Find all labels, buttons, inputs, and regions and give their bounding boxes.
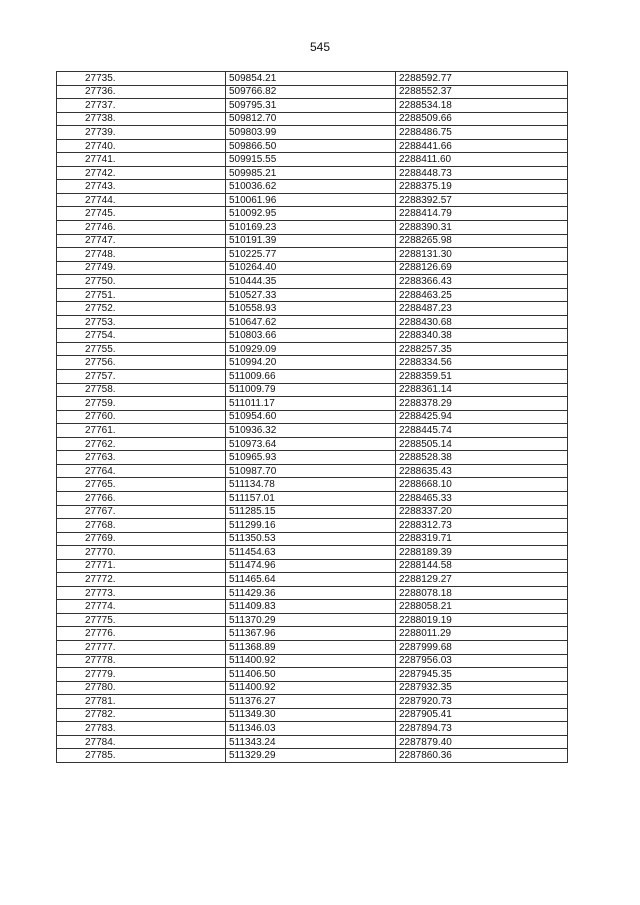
point-id-cell: 27747. [57,234,226,248]
x-coordinate-cell: 511406.50 [226,668,396,682]
x-coordinate-cell: 511368.89 [226,640,396,654]
x-coordinate-cell: 509866.50 [226,139,396,153]
table-row [57,708,568,722]
y-coordinate-cell: 2288445.74 [396,424,568,438]
table-row [57,424,568,438]
y-coordinate-cell: 2287879.40 [396,735,568,749]
table-row [57,397,568,411]
x-coordinate-cell: 509803.99 [226,126,396,140]
x-coordinate-cell: 509854.21 [226,72,396,86]
point-id-cell: 27775. [57,613,226,627]
table-row [57,586,568,600]
table-row [57,275,568,289]
point-id-cell: 27772. [57,573,226,587]
point-id-cell: 27771. [57,559,226,573]
x-coordinate-cell: 510527.33 [226,288,396,302]
point-id-cell: 27745. [57,207,226,221]
table-row [57,112,568,126]
table-row [57,627,568,641]
point-id-cell: 27759. [57,397,226,411]
table-row [57,546,568,560]
point-id-cell: 27776. [57,627,226,641]
point-id-cell: 27769. [57,532,226,546]
table-row [57,261,568,275]
x-coordinate-cell: 511400.92 [226,681,396,695]
point-id-cell: 27781. [57,695,226,709]
y-coordinate-cell: 2288668.10 [396,478,568,492]
point-id-cell: 27761. [57,424,226,438]
x-coordinate-cell: 510994.20 [226,356,396,370]
point-id-cell: 27741. [57,153,226,167]
table-row [57,383,568,397]
point-id-cell: 27742. [57,166,226,180]
table-row [57,99,568,113]
x-coordinate-cell: 511454.63 [226,546,396,560]
table-row [57,573,568,587]
table-row [57,668,568,682]
table-row [57,207,568,221]
x-coordinate-cell: 511370.29 [226,613,396,627]
point-id-cell: 27765. [57,478,226,492]
x-coordinate-cell: 511011.17 [226,397,396,411]
y-coordinate-cell: 2287894.73 [396,722,568,736]
point-id-cell: 27752. [57,302,226,316]
x-coordinate-cell: 510169.23 [226,221,396,235]
y-coordinate-cell: 2287905.41 [396,708,568,722]
x-coordinate-cell: 511400.92 [226,654,396,668]
x-coordinate-cell: 511376.27 [226,695,396,709]
table-row [57,519,568,533]
y-coordinate-cell: 2288340.38 [396,329,568,343]
x-coordinate-cell: 510225.77 [226,248,396,262]
table-row [57,234,568,248]
coordinates-table [56,71,568,763]
point-id-cell: 27784. [57,735,226,749]
y-coordinate-cell: 2288592.77 [396,72,568,86]
y-coordinate-cell: 2288019.19 [396,613,568,627]
point-id-cell: 27773. [57,586,226,600]
table-row [57,749,568,763]
y-coordinate-cell: 2288189.39 [396,546,568,560]
point-id-cell: 27750. [57,275,226,289]
point-id-cell: 27735. [57,72,226,86]
table-row [57,437,568,451]
x-coordinate-cell: 509812.70 [226,112,396,126]
x-coordinate-cell: 510264.40 [226,261,396,275]
y-coordinate-cell: 2288430.68 [396,315,568,329]
table-row [57,464,568,478]
y-coordinate-cell: 2288334.56 [396,356,568,370]
table-row [57,342,568,356]
point-id-cell: 27763. [57,451,226,465]
y-coordinate-cell: 2287920.73 [396,695,568,709]
y-coordinate-cell: 2288528.38 [396,451,568,465]
y-coordinate-cell: 2288425.94 [396,410,568,424]
y-coordinate-cell: 2288487.23 [396,302,568,316]
point-id-cell: 27764. [57,464,226,478]
x-coordinate-cell: 509795.31 [226,99,396,113]
point-id-cell: 27744. [57,193,226,207]
point-id-cell: 27751. [57,288,226,302]
point-id-cell: 27782. [57,708,226,722]
y-coordinate-cell: 2287945.35 [396,668,568,682]
x-coordinate-cell: 511285.15 [226,505,396,519]
y-coordinate-cell: 2288534.18 [396,99,568,113]
y-coordinate-cell: 2288126.69 [396,261,568,275]
x-coordinate-cell: 510936.32 [226,424,396,438]
y-coordinate-cell: 2288414.79 [396,207,568,221]
point-id-cell: 27783. [57,722,226,736]
table-row [57,722,568,736]
x-coordinate-cell: 511465.64 [226,573,396,587]
x-coordinate-cell: 511429.36 [226,586,396,600]
x-coordinate-cell: 511346.03 [226,722,396,736]
x-coordinate-cell: 511329.29 [226,749,396,763]
y-coordinate-cell: 2288359.51 [396,370,568,384]
table-row [57,505,568,519]
x-coordinate-cell: 510965.93 [226,451,396,465]
x-coordinate-cell: 511343.24 [226,735,396,749]
point-id-cell: 27755. [57,342,226,356]
point-id-cell: 27760. [57,410,226,424]
point-id-cell: 27767. [57,505,226,519]
x-coordinate-cell: 511350.53 [226,532,396,546]
y-coordinate-cell: 2288129.27 [396,573,568,587]
point-id-cell: 27779. [57,668,226,682]
x-coordinate-cell: 510973.64 [226,437,396,451]
table-row [57,478,568,492]
x-coordinate-cell: 510558.93 [226,302,396,316]
point-id-cell: 27749. [57,261,226,275]
point-id-cell: 27780. [57,681,226,695]
x-coordinate-cell: 510092.95 [226,207,396,221]
x-coordinate-cell: 509766.82 [226,85,396,99]
table-row [57,153,568,167]
x-coordinate-cell: 511409.83 [226,600,396,614]
table-row [57,451,568,465]
point-id-cell: 27774. [57,600,226,614]
table-row [57,695,568,709]
x-coordinate-cell: 510036.62 [226,180,396,194]
y-coordinate-cell: 2288257.35 [396,342,568,356]
x-coordinate-cell: 510929.09 [226,342,396,356]
x-coordinate-cell: 511474.96 [226,559,396,573]
point-id-cell: 27758. [57,383,226,397]
y-coordinate-cell: 2288361.14 [396,383,568,397]
y-coordinate-cell: 2288392.57 [396,193,568,207]
table-row [57,180,568,194]
table-row [57,600,568,614]
y-coordinate-cell: 2288441.66 [396,139,568,153]
point-id-cell: 27743. [57,180,226,194]
table-row [57,315,568,329]
point-id-cell: 27753. [57,315,226,329]
table-row [57,532,568,546]
point-id-cell: 27778. [57,654,226,668]
point-id-cell: 27777. [57,640,226,654]
point-id-cell: 27754. [57,329,226,343]
point-id-cell: 27756. [57,356,226,370]
y-coordinate-cell: 2288448.73 [396,166,568,180]
y-coordinate-cell: 2287956.03 [396,654,568,668]
x-coordinate-cell: 510191.39 [226,234,396,248]
x-coordinate-cell: 510647.62 [226,315,396,329]
point-id-cell: 27737. [57,99,226,113]
y-coordinate-cell: 2288319.71 [396,532,568,546]
y-coordinate-cell: 2287932.35 [396,681,568,695]
x-coordinate-cell: 511009.66 [226,370,396,384]
table-row [57,613,568,627]
y-coordinate-cell: 2288265.98 [396,234,568,248]
y-coordinate-cell: 2288312.73 [396,519,568,533]
y-coordinate-cell: 2288131.30 [396,248,568,262]
y-coordinate-cell: 2288505.14 [396,437,568,451]
table-row [57,356,568,370]
y-coordinate-cell: 2288552.37 [396,85,568,99]
y-coordinate-cell: 2288463.25 [396,288,568,302]
y-coordinate-cell: 2288635.43 [396,464,568,478]
y-coordinate-cell: 2288411.60 [396,153,568,167]
x-coordinate-cell: 511367.96 [226,627,396,641]
table-row [57,126,568,140]
y-coordinate-cell: 2288011.29 [396,627,568,641]
point-id-cell: 27757. [57,370,226,384]
x-coordinate-cell: 510954.60 [226,410,396,424]
y-coordinate-cell: 2288375.19 [396,180,568,194]
table-row [57,370,568,384]
y-coordinate-cell: 2288366.43 [396,275,568,289]
point-id-cell: 27740. [57,139,226,153]
table-row [57,166,568,180]
table-row [57,193,568,207]
x-coordinate-cell: 510987.70 [226,464,396,478]
point-id-cell: 27785. [57,749,226,763]
table-row [57,288,568,302]
point-id-cell: 27738. [57,112,226,126]
y-coordinate-cell: 2287860.36 [396,749,568,763]
x-coordinate-cell: 510803.66 [226,329,396,343]
x-coordinate-cell: 511157.01 [226,491,396,505]
y-coordinate-cell: 2288337.20 [396,505,568,519]
table-row [57,410,568,424]
table-row [57,681,568,695]
point-id-cell: 27739. [57,126,226,140]
table-row [57,139,568,153]
table-row [57,329,568,343]
point-id-cell: 27746. [57,221,226,235]
table-row [57,491,568,505]
table-row [57,221,568,235]
y-coordinate-cell: 2287999.68 [396,640,568,654]
table-row [57,72,568,86]
table-row [57,654,568,668]
y-coordinate-cell: 2288378.29 [396,397,568,411]
x-coordinate-cell: 510444.35 [226,275,396,289]
x-coordinate-cell: 511134.78 [226,478,396,492]
y-coordinate-cell: 2288390.31 [396,221,568,235]
table-row [57,85,568,99]
y-coordinate-cell: 2288144.58 [396,559,568,573]
y-coordinate-cell: 2288509.66 [396,112,568,126]
table-row [57,735,568,749]
table-row [57,559,568,573]
y-coordinate-cell: 2288465.33 [396,491,568,505]
x-coordinate-cell: 509985.21 [226,166,396,180]
point-id-cell: 27770. [57,546,226,560]
x-coordinate-cell: 511009.79 [226,383,396,397]
x-coordinate-cell: 509915.55 [226,153,396,167]
point-id-cell: 27748. [57,248,226,262]
point-id-cell: 27736. [57,85,226,99]
y-coordinate-cell: 2288078.18 [396,586,568,600]
x-coordinate-cell: 511299.16 [226,519,396,533]
page-number: 545 [309,40,331,54]
point-id-cell: 27768. [57,519,226,533]
x-coordinate-cell: 510061.96 [226,193,396,207]
y-coordinate-cell: 2288486.75 [396,126,568,140]
point-id-cell: 27766. [57,491,226,505]
x-coordinate-cell: 511349.30 [226,708,396,722]
y-coordinate-cell: 2288058.21 [396,600,568,614]
table-row [57,640,568,654]
table-row [57,302,568,316]
coordinates-table-body [57,72,568,763]
point-id-cell: 27762. [57,437,226,451]
table-row [57,248,568,262]
